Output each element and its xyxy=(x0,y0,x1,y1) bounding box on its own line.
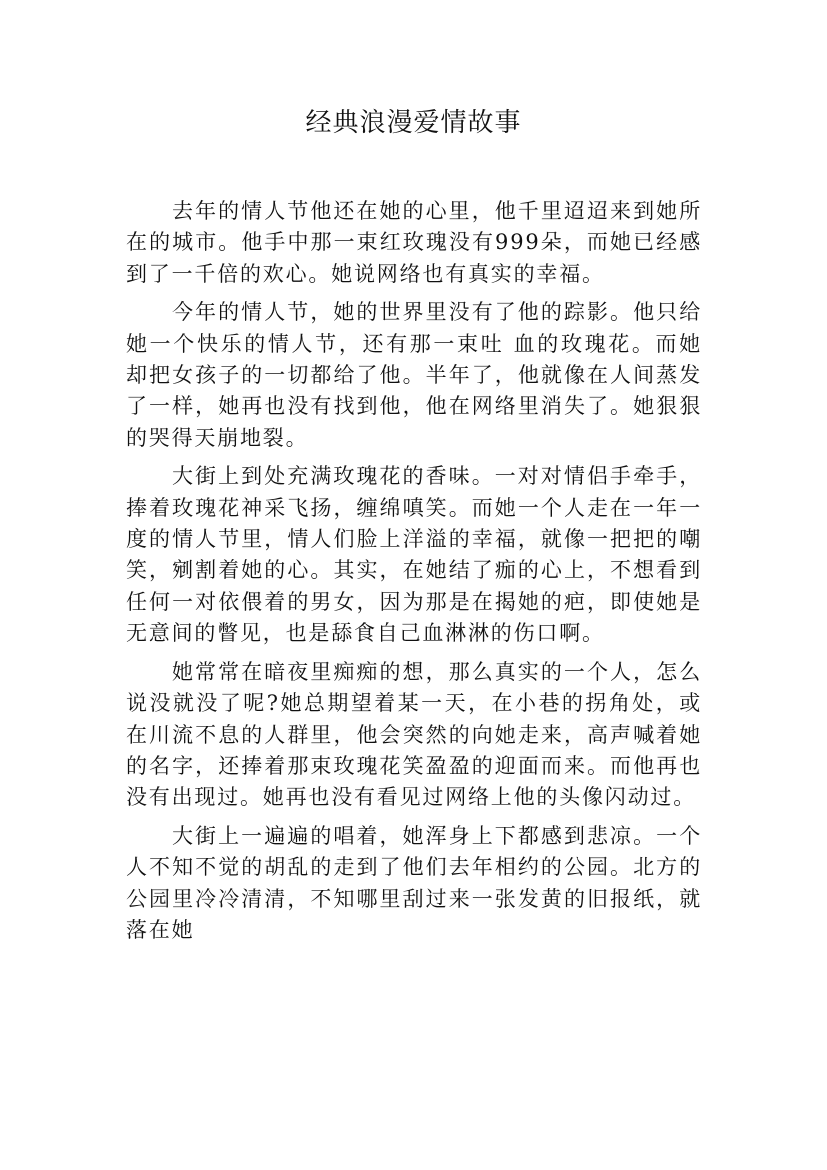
document-title: 经典浪漫爱情故事 xyxy=(305,108,522,138)
document-body xyxy=(126,196,702,953)
paragraph-1: 去年的情人节他还在她的心里，他千里迢迢来到她所在的城市。他手中那一束红玫瑰没有999朵，而她已经感到了一千倍的欢心。她说网络也有真实的幸福。 xyxy=(126,199,702,286)
paragraph-3: 大街上到处充满玫瑰花的香味。一对对情侣手牵手，捧着玫瑰花神采飞扬，缠绵嗔笑。而她一个人走在一年一度的情人节里，情人们脸上洋溢的幸福，就像一把把的嘲笑，剜割着她的心。其实，在她结了痂的心上，不想看到任何一对依偎着的男女，因为那是在揭她的疤，即使她是无意间的瞥见，也是舔食自己血淋淋的伤口啊。 xyxy=(126,464,702,646)
paragraph-2: 今年的情人节，她的世界里没有了他的踪影。他只给她一个快乐的情人节，还有那一束吐 血的玫瑰花。而她却把女孩子的一切都给了他。半年了，他就像在人间蒸发了一样，她再也没有找到他，他在网络里消失了。她狠狠的哭得天崩地裂。 xyxy=(126,300,702,450)
paragraph-5: 大街上一遍遍的唱着，她浑身上下都感到悲凉。一个人不知不觉的胡乱的走到了他们去年相约的公园。北方的公园里冷冷清清，不知哪里刮过来一张发黄的旧报纸，就落在她 xyxy=(126,823,702,942)
paragraph-4: 她常常在暗夜里痴痴的想，那么真实的一个人，怎么说没就没了呢?她总期望着某一天，在小巷的拐角处，或在川流不息的人群里，他会突然的向她走来，高声喊着她的名字，还捧着那束玫瑰花笑盈盈的迎面而来。而他再也没有出现过。她再也没有看见过网络上他的头像闪动过。 xyxy=(126,659,702,810)
